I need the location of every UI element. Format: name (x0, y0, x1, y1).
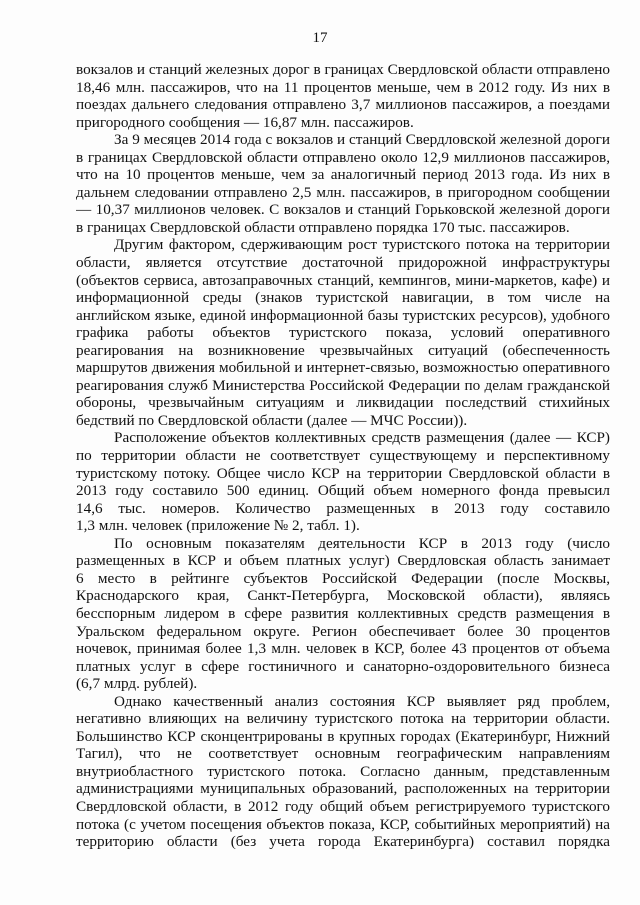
paragraph (76, 131, 610, 236)
paragraph-line: За 9 месяцев 2014 года с вокзалов и станций Свердловской железной дороги (114, 131, 610, 149)
paragraph-line: реагирования на возникновение чрезвычайных ситуаций (обеспеченность (76, 341, 610, 359)
paragraph-line: (объектов сервиса, автозаправочных станций, кемпингов, мини-маркетов, кафе) и (76, 271, 610, 289)
paragraph-line: дальнем следовании отправлено 2,5 млн. пассажиров, в пригородном сообщении (76, 183, 610, 201)
paragraph-line: территорию области (без учета города Екатеринбурга) составил порядка (76, 833, 610, 851)
paragraph-line: Однако качественный анализ состояния КСР выявляет ряд проблем, (114, 692, 610, 710)
paragraph (76, 693, 610, 851)
paragraph-line: Большинство КСР сконцентрированы в крупных городах (Екатеринбург, Нижний (76, 727, 610, 745)
paragraph-line: администрациями муниципальных образований, расположенных на территории (76, 780, 610, 798)
paragraph-line: туристскому потоку. Общее число КСР на территории Свердловской области в (76, 464, 610, 482)
paragraph-line: Краснодарского края, Санкт-Петербурга, Московской области), являясь (76, 587, 610, 605)
paragraph-line: Другим фактором, сдерживающим рост туристского потока на территории (114, 236, 610, 254)
paragraph-line: платных услуг в сфере гостиничного и санаторно-оздоровительного бизнеса (76, 657, 610, 675)
paragraph-line: поездах дальнего следования отправлено 3,7 миллионов пассажиров, а поездами (76, 96, 610, 114)
paragraph-line: потока (с учетом посещения объектов показа, КСР, событийных мероприятий) на (76, 815, 610, 833)
paragraph-line: негативно влияющих на величину туристского потока на территории области. (76, 710, 610, 728)
paragraph (76, 429, 610, 534)
paragraph-line: английском языке, единой информационной базы туристских ресурсов), удобного (76, 306, 610, 324)
paragraph-line: в границах Свердловской области отправлено около 12,9 миллионов пассажиров, (76, 148, 610, 166)
paragraph-line: Тагил), что не соответствует основным географическим направлениям (76, 745, 610, 763)
paragraph-line: По основным показателям деятельности КСР в 2013 году (число (114, 534, 610, 552)
paragraph-line: Свердловской области, в 2012 году общий объем регистрируемого туристского (76, 797, 610, 815)
paragraph-line: бесспорным лидером в сфере развития коллективных средств размещения в (76, 604, 610, 622)
paragraph-line: (6,7 млрд. рублей). (76, 675, 198, 693)
paragraph-line: вокзалов и станций железных дорог в границах Свердловской области отправлено (76, 61, 610, 78)
paragraph-line: обороны, чрезвычайным ситуациям и ликвидации последствий стихийных (76, 394, 610, 412)
paragraph-line: размещенных в КСР и объем платных услуг) Свердловская область занимает (76, 552, 610, 570)
paragraph-line: 14,6 тыс. номеров. Количество размещенных в 2013 году составило (76, 499, 610, 517)
paragraph-line: Расположение объектов коллективных средств размещения (далее — КСР) (114, 429, 610, 447)
paragraph-line: пригородного сообщения — 16,87 млн. пассажиров. (76, 113, 414, 131)
paragraph-line: — 10,37 миллионов человек. С вокзалов и станций Горьковской железной дороги (76, 201, 610, 219)
paragraph-line: бедствий по Свердловской области (далее — МЧС России)). (76, 411, 468, 429)
paragraph-line: графика работы объектов туристского показа, условий оперативного (76, 324, 610, 342)
paragraph-line: информационной среды (знаков туристской навигации, в том числе на (76, 289, 610, 307)
paragraph-line: реагирования служб Министерства Российской Федерации по делам гражданской (76, 376, 610, 394)
paragraph (76, 236, 610, 429)
document-body (76, 61, 610, 851)
paragraph-line: ночевок, принимая более 1,3 млн. человек в КСР, более 43 процентов от объема (76, 640, 610, 658)
paragraph-line: что на 10 процентов меньше, чем за аналогичный период 2013 года. Из них в (76, 166, 610, 184)
paragraph-line: Уральском федеральном округе. Регион обеспечивает более 30 процентов (76, 622, 610, 640)
paragraph-line: 1,3 млн. человек (приложение № 2, табл. 1). (76, 517, 360, 535)
paragraph-line: внутриобластного туристского потока. Согласно данным, представленным (76, 762, 610, 780)
paragraph-line: 18,46 млн. пассажиров, что на 11 процентов меньше, чем в 2012 году. Из них в (76, 78, 610, 96)
paragraph-line: 2013 году составило 500 единиц. Общий объем номерного фонда превысил (76, 482, 610, 500)
paragraph-line: в границах Свердловской области отправлено порядка 170 тыс. пассажиров. (76, 218, 570, 236)
paragraph (76, 61, 610, 131)
paragraph-line: 6 место в рейтинге субъектов Российской Федерации (после Москвы, (76, 569, 610, 587)
paragraph-line: по территории области не соответствует существующему и перспективному (76, 447, 610, 465)
paragraph (76, 535, 610, 693)
page-number: 17 (312, 30, 328, 46)
paragraph-line: маршрутов движения мобильной и интернет-связью, возможностью оперативного (76, 359, 610, 377)
paragraph-line: области, является отсутствие достаточной придорожной инфраструктуры (76, 254, 610, 272)
